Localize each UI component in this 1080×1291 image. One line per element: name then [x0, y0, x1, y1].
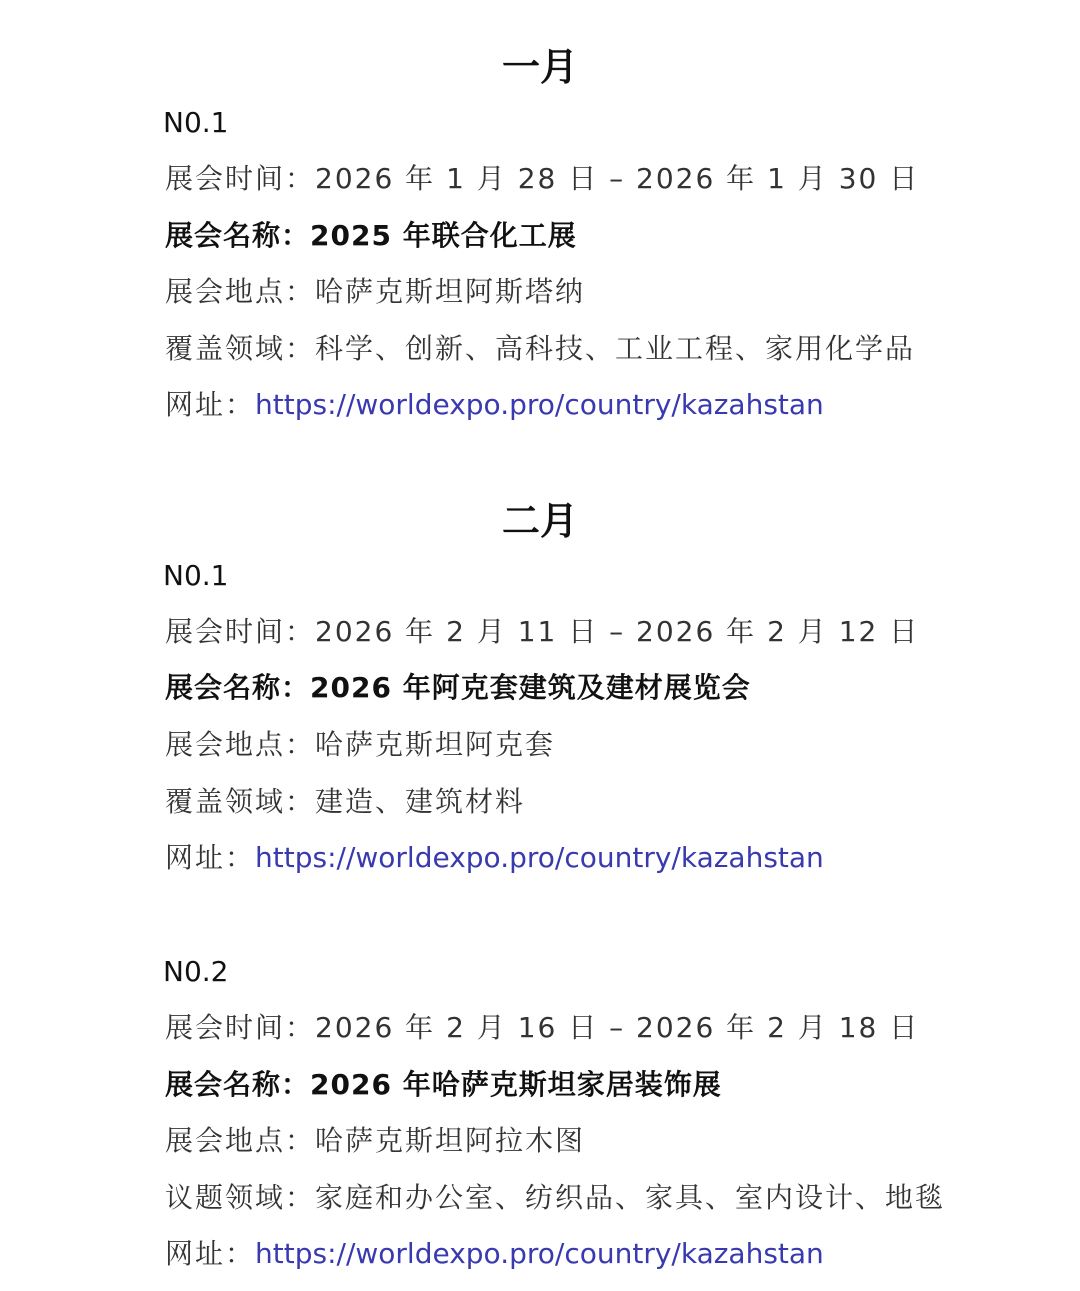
- field-label: 覆盖领域：: [165, 785, 316, 818]
- exhibition-url-row: [165, 1237, 824, 1270]
- exhibition-field-row: [165, 785, 526, 818]
- url-link[interactable]: https://worldexpo.pro/country/kazahstan: [255, 388, 824, 421]
- time-value: 2026 年 2 月 11 日 – 2026 年 2 月 12 日: [315, 615, 920, 648]
- name-label: 展会名称：: [165, 219, 311, 252]
- exhibition-time-row: [165, 615, 920, 648]
- exhibition-field-row: [165, 1181, 946, 1214]
- field-value: 建造、建筑材料: [315, 785, 526, 818]
- place-label: 展会地点：: [165, 275, 316, 308]
- month-title-january: 一月: [501, 45, 578, 89]
- exhibition-name-row: [165, 671, 751, 704]
- name-value: 2026 年阿克套建筑及建材展览会: [310, 671, 751, 704]
- place-value: 哈萨克斯坦阿拉木图: [315, 1124, 586, 1157]
- url-label: 网址：: [165, 388, 256, 421]
- url-link[interactable]: https://worldexpo.pro/country/kazahstan: [255, 1237, 824, 1270]
- field-label: 覆盖领域：: [165, 332, 316, 365]
- entry-number: N0.1: [163, 106, 229, 139]
- month-title-february: 二月: [501, 499, 578, 543]
- place-label: 展会地点：: [165, 1124, 316, 1157]
- exhibition-place-row: [165, 275, 586, 308]
- url-label: 网址：: [165, 841, 256, 874]
- name-label: 展会名称：: [165, 671, 311, 704]
- name-value: 2025 年联合化工展: [310, 219, 577, 252]
- field-label: 议题领域：: [165, 1181, 316, 1214]
- url-link[interactable]: https://worldexpo.pro/country/kazahstan: [255, 841, 824, 874]
- url-label: 网址：: [165, 1237, 256, 1270]
- entry-number: N0.2: [163, 955, 229, 988]
- time-label: 展会时间：: [165, 162, 316, 195]
- exhibition-place-row: [165, 1124, 586, 1157]
- exhibition-time-row: [165, 162, 920, 195]
- exhibition-name-row: [165, 1068, 722, 1101]
- exhibition-name-row: [165, 219, 577, 252]
- place-label: 展会地点：: [165, 728, 316, 761]
- field-value: 家庭和办公室、纺织品、家具、室内设计、地毯: [315, 1181, 946, 1214]
- exhibition-time-row: [165, 1011, 920, 1044]
- entry-number: N0.1: [163, 559, 229, 592]
- exhibition-url-row: [165, 841, 824, 874]
- name-value: 2026 年哈萨克斯坦家居装饰展: [310, 1068, 722, 1101]
- field-value: 科学、创新、高科技、工业工程、家用化学品: [315, 332, 916, 365]
- time-value: 2026 年 1 月 28 日 – 2026 年 1 月 30 日: [315, 162, 920, 195]
- place-value: 哈萨克斯坦阿克套: [315, 728, 556, 761]
- name-label: 展会名称：: [165, 1068, 311, 1101]
- exhibition-field-row: [165, 332, 916, 365]
- exhibition-place-row: [165, 728, 556, 761]
- exhibition-url-row: [165, 388, 824, 421]
- time-label: 展会时间：: [165, 615, 316, 648]
- time-value: 2026 年 2 月 16 日 – 2026 年 2 月 18 日: [315, 1011, 920, 1044]
- time-label: 展会时间：: [165, 1011, 316, 1044]
- place-value: 哈萨克斯坦阿斯塔纳: [315, 275, 586, 308]
